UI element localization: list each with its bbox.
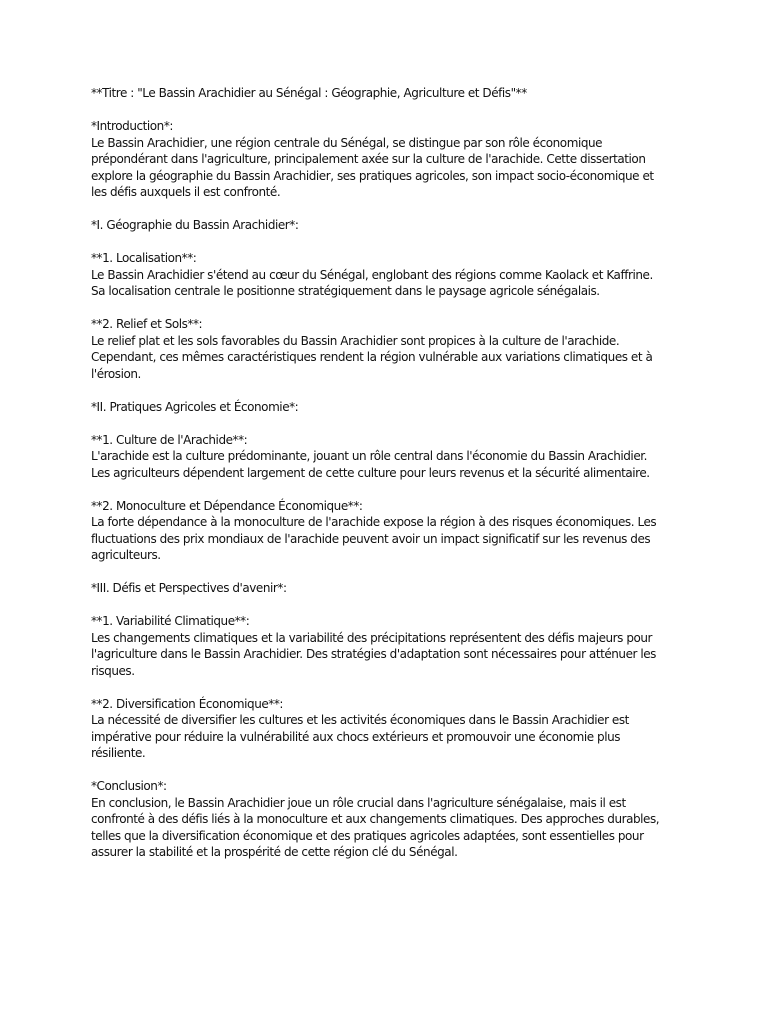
- culture-paragraph: [91, 432, 681, 482]
- body-line: risques.: [91, 663, 135, 678]
- body-line: La forte dépendance à la monoculture de l'arachide expose la région à des risques économiques. Les: [91, 515, 657, 529]
- body-line: Le Bassin Arachidier s'étend au cœur du Sénégal, englobant des régions comme Kaolack et Kaffrine.: [91, 267, 653, 282]
- body-line: L'arachide est la culture prédominante, jouant un rôle central dans l'économie du Bassin Arachidier.: [91, 449, 647, 463]
- subsection-heading: **2. Relief et Sols**:: [91, 317, 203, 331]
- subsection-heading: **1. Variabilité Climatique**:: [91, 614, 250, 628]
- body-line: Les agriculteurs dépendent largement de cette culture pour leurs revenus et la sécurité alimentaire.: [91, 465, 650, 480]
- subsection-heading: **2. Diversification Économique**:: [91, 696, 283, 711]
- introduction-paragraph: [91, 118, 681, 201]
- document-title: **Titre : "Le Bassin Arachidier au Sénégal : Géographie, Agriculture et Défis"**: [91, 86, 527, 100]
- body-line: La nécessité de diversifier les cultures et les activités économiques dans le Bassin Arachidier est: [91, 713, 629, 727]
- section-heading-3: *III. Défis et Perspectives d'avenir*:: [91, 581, 287, 595]
- body-line: Les changements climatiques et la variabilité des précipitations représentent des défis majeurs pour: [91, 630, 653, 645]
- document-page: [91, 85, 681, 877]
- section-heading-2: *II. Pratiques Agricoles et Économie*:: [91, 399, 299, 414]
- body-line: impérative pour réduire la vulnérabilité aux chocs extérieurs et promouvoir une économie plus: [91, 729, 621, 744]
- relief-paragraph: [91, 316, 681, 382]
- body-line: Le Bassin Arachidier, une région centrale du Sénégal, se distingue par son rôle économique: [91, 135, 603, 150]
- body-line: En conclusion, le Bassin Arachidier joue un rôle crucial dans l'agriculture sénégalaise, mais il est: [91, 795, 626, 810]
- climat-paragraph: [91, 613, 681, 679]
- body-line: Le relief plat et les sols favorables du Bassin Arachidier sont propices à la culture de l'arachide.: [91, 333, 620, 348]
- conclusion-paragraph: [91, 778, 681, 861]
- body-line: Sa localisation centrale le positionne stratégiquement dans le paysage agricole sénégalais.: [91, 284, 600, 298]
- body-line: l'agriculture dans le Bassin Arachidier. Des stratégies d'adaptation sont nécessaires pour atténuer les: [91, 647, 656, 661]
- body-line: confronté à des défis liés à la monoculture et aux changements climatiques. Des approches durables,: [91, 812, 660, 826]
- body-line: les défis auxquels il est confronté.: [91, 185, 281, 199]
- subsection-heading: **2. Monoculture et Dépendance Économique**:: [91, 498, 363, 513]
- subsection-heading: **1. Localisation**:: [91, 251, 197, 265]
- body-line: telles que la diversification économique et des pratiques agricoles adaptées, sont essentielles pour: [91, 828, 644, 843]
- body-line: explore la géographie du Bassin Arachidier, ses pratiques agricoles, son impact socio-économique et: [91, 168, 654, 183]
- monoculture-paragraph: [91, 498, 681, 564]
- body-line: assurer la stabilité et la prospérité de cette région clé du Sénégal.: [91, 845, 458, 859]
- diversification-paragraph: [91, 696, 681, 762]
- body-line: l'érosion.: [91, 366, 141, 381]
- body-line: prépondérant dans l'agriculture, principalement axée sur la culture de l'arachide. Cette dissertation: [91, 152, 646, 166]
- body-line: résiliente.: [91, 746, 146, 760]
- subsection-heading: **1. Culture de l'Arachide**:: [91, 432, 248, 447]
- body-line: agriculteurs.: [91, 548, 161, 562]
- introduction-heading: *Introduction*:: [91, 119, 173, 133]
- body-line: Cependant, ces mêmes caractéristiques rendent la région vulnérable aux variations climatiques et à: [91, 350, 653, 364]
- localisation-paragraph: [91, 250, 681, 300]
- conclusion-heading: *Conclusion*:: [91, 779, 167, 793]
- section-heading-1: *I. Géographie du Bassin Arachidier*:: [91, 218, 299, 232]
- body-line: fluctuations des prix mondiaux de l'arachide peuvent avoir un impact significatif sur les revenus des: [91, 531, 651, 546]
